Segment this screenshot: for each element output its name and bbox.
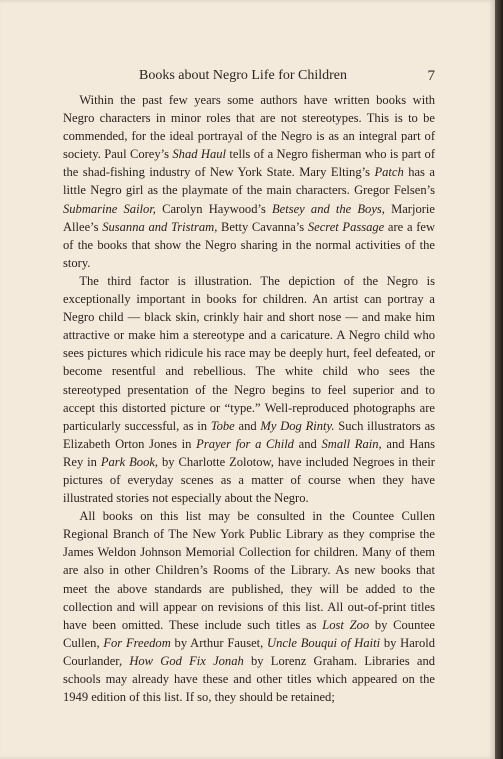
body-text <box>63 91 435 706</box>
text-run: Within the past few years some authors have written books with Negro characters in minor roles that are not stereotypes. This is to be commended, for the ideal portrayal of the Negro is as an integral part of society. Paul Corey’s <box>63 93 435 162</box>
paragraph <box>63 272 435 507</box>
page-number: 7 <box>427 68 435 84</box>
paragraph <box>63 507 435 706</box>
text-run: by Countee Cullen, <box>63 617 435 650</box>
text-run: and <box>234 418 261 433</box>
text-run: All books on this list may be consulted in the Countee Cullen Regional Branch of The New York Public Library as they comprise the James Weldon Johnson Memorial Collection for children. Many of them are also in other Children’s Rooms of the Library. As new books that meet the above standards are published, they will be added to the collection and will appear on revisions of this list. All out-of-print titles have been omitted. These include such titles as <box>63 509 435 632</box>
text-run: by Harold Courlander, <box>63 635 435 668</box>
text-run: The third factor is illustration. The depiction of the Negro is exceptionally important in books for children. An artist can portray a Negro child — black skin, crinkly hair and short nose — and make him attractive or make him a stereotype and a caricature. A Negro child who sees pictures which ridicule his race may be deeply hurt, feel defeated, or become resentful and rebellious. The white child who sees the stereotyped presentation of the Negro begins to feel superior and to accept this distorted picture or “type.” Well-reproduced photographs are particularly successful, as in <box>63 273 435 433</box>
text-run: tells of a Negro fisherman who is part of the shad-fishing industry of New York State. Mary Elting’s <box>63 147 435 180</box>
book-title: For Freedom <box>103 635 171 650</box>
text-run: and <box>293 436 322 451</box>
book-title: Lost Zoo <box>322 617 370 632</box>
text-run: has a little Negro girl as the playmate of the main characters. Gregor Felsen’s <box>63 165 435 198</box>
book-title: Susanna and Tristram, <box>102 219 218 234</box>
text-run: by Arthur Fauset, <box>170 635 268 650</box>
book-title: My Dog Rinty. <box>260 418 335 433</box>
book-title: Park Book, <box>100 454 159 469</box>
text-run: Carolyn Haywood’s <box>155 201 273 216</box>
text-run: by Lorenz Graham. Libraries and schools may already have these and other titles which appeared on the 1949 edition of this list. If so, they should be retained; <box>63 653 435 705</box>
text-run: and Hans Rey in <box>63 436 435 469</box>
book-title: Secret Passage <box>307 219 385 234</box>
text-run: are a few of the books that show the Negro sharing in the normal activities of the story. <box>63 219 436 270</box>
page-edge-shadow <box>495 0 503 759</box>
text-run: Betty Cavanna’s <box>217 219 308 234</box>
text-run: Such illustrators as Elizabeth Orton Jones in <box>63 418 436 451</box>
book-title: Tobe <box>210 418 235 433</box>
book-title: How God Fix Jonah <box>129 653 244 668</box>
book-title: Patch <box>374 165 404 180</box>
book-title: Betsey and the Boys, <box>272 201 385 216</box>
text-run: Marjorie Allee’s <box>63 201 435 234</box>
book-title: Submarine Sailor, <box>63 201 156 216</box>
book-title: Prayer for a Child <box>196 436 294 451</box>
book-title: Small Rain, <box>321 436 382 451</box>
text-run: by Charlotte Zolotow, have included Negroes in their pictures of everyday scenes as a matter of course when they have illustrated stories not especially about the Negro. <box>63 454 435 506</box>
paragraph <box>63 91 435 272</box>
book-title: Uncle Bouqui of Haiti <box>267 635 381 650</box>
running-title: Books about Negro Life for Children <box>139 68 348 83</box>
book-title: Shad Haul <box>172 147 226 162</box>
